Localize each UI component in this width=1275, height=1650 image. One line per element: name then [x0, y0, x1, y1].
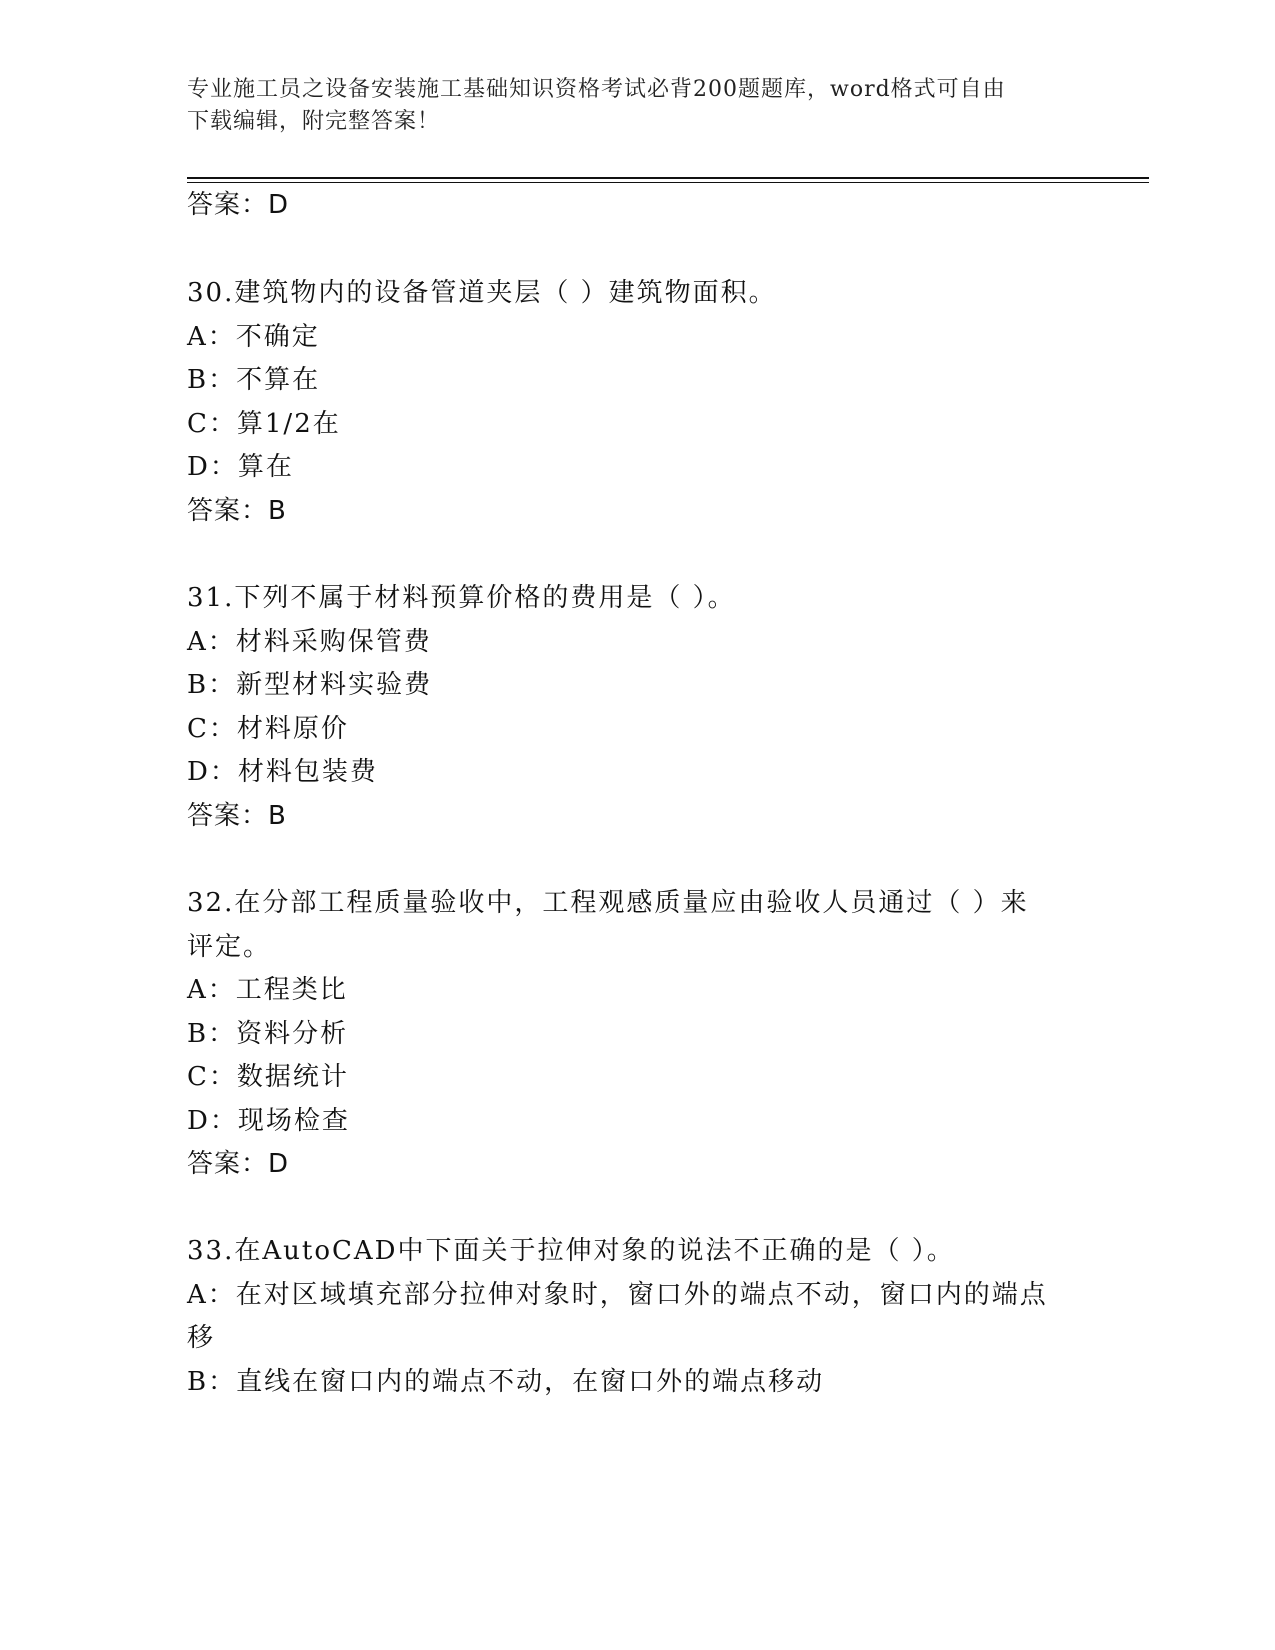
header-rule-thick	[187, 177, 1149, 179]
option-a-continued: 移	[187, 1323, 216, 1353]
option-c: C：算1/2在	[187, 409, 341, 439]
option-d: D：材料包装费	[187, 757, 378, 787]
question-stem-continued: 评定。	[187, 932, 272, 962]
option-a: A：工程类比	[187, 975, 348, 1005]
option-d: D：现场检查	[187, 1106, 350, 1136]
answer-line: 答案：D	[187, 190, 290, 220]
option-b: B：不算在	[187, 365, 321, 395]
option-a: A：材料采购保管费	[187, 627, 432, 657]
page-header	[187, 74, 1087, 138]
answer-line: 答案：D	[187, 1149, 290, 1179]
header-line-2: 下载编辑，附完整答案！	[187, 109, 441, 134]
question-stem: 30.建筑物内的设备管道夹层（ ）建筑物面积。	[187, 278, 777, 308]
question-stem: 32.在分部工程质量验收中，工程观感质量应由验收人员通过（ ）来	[187, 888, 1029, 918]
answer-line: 答案：B	[187, 801, 287, 831]
option-b: B：新型材料实验费	[187, 670, 433, 700]
option-b: B：直线在窗口内的端点不动，在窗口外的端点移动	[187, 1367, 825, 1397]
header-rule-thin	[187, 182, 1149, 183]
option-d: D：算在	[187, 452, 294, 482]
question-stem: 33.在AutoCAD中下面关于拉伸对象的说法不正确的是（ ）。	[187, 1236, 955, 1266]
option-c: C：数据统计	[187, 1062, 349, 1092]
answer-line: 答案：B	[187, 496, 287, 526]
option-a: A：在对区域填充部分拉伸对象时，窗口外的端点不动，窗口内的端点	[187, 1280, 1048, 1310]
option-a: A：不确定	[187, 322, 320, 352]
question-stem: 31.下列不属于材料预算价格的费用是（ ）。	[187, 583, 736, 613]
option-c: C：材料原价	[187, 714, 349, 744]
option-b: B：资料分析	[187, 1019, 349, 1049]
header-line-1: 专业施工员之设备安装施工基础知识资格考试必背200题题库，word格式可自由	[187, 77, 1006, 102]
